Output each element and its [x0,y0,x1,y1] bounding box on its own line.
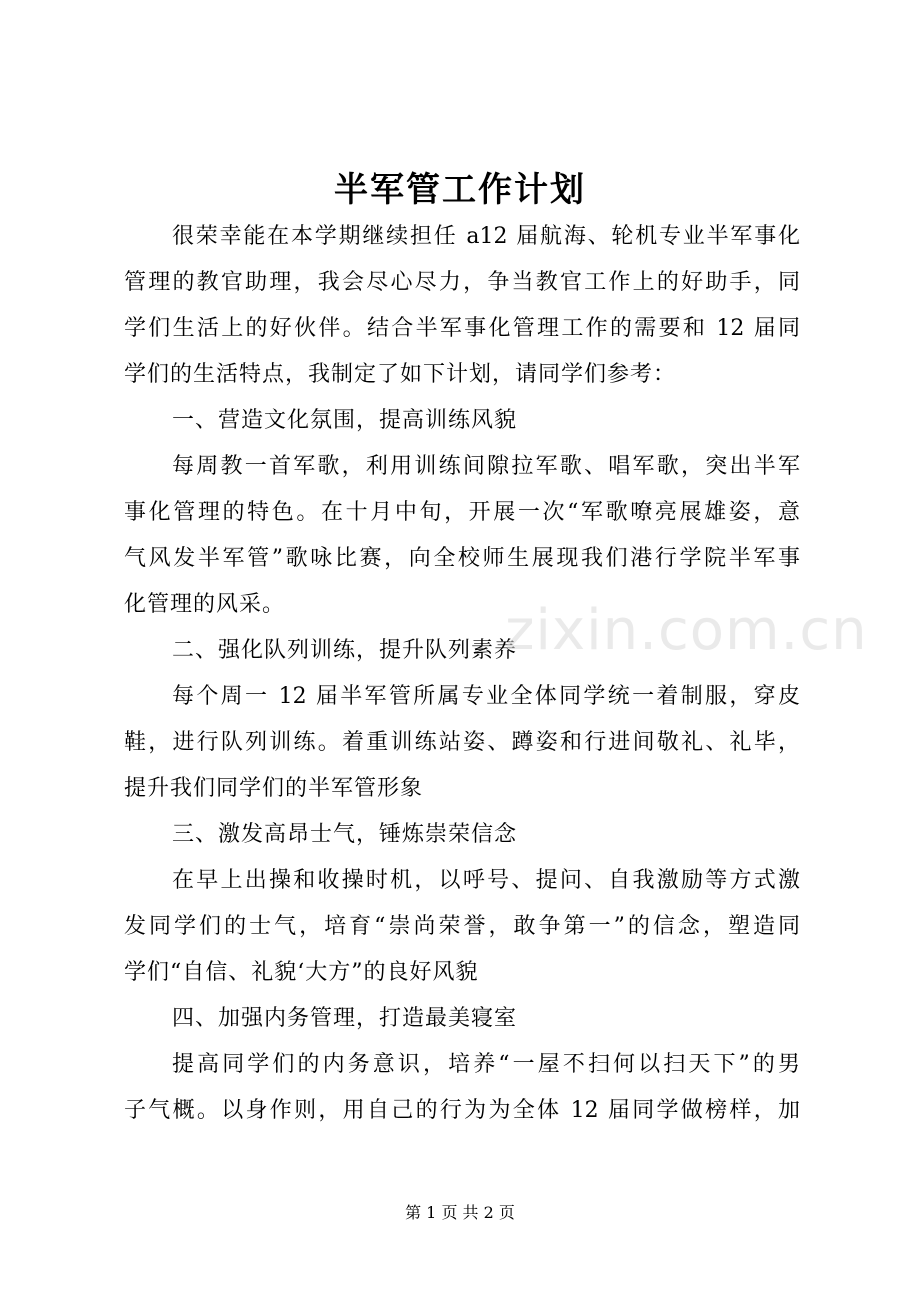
body-line: 提升我们同学们的半军管形象 [124,776,424,801]
body-line: 气风发半军管”歌咏比赛，向全校师生展现我们港行学院半军事 [124,546,800,571]
body-line: 发同学们的士气，培育“崇尚荣誉，敢争第一”的信念，塑造同 [124,914,800,939]
body-line: 很荣幸能在本学期继续担任 a12 届航海、轮机专业半军事化 [172,224,800,249]
document-title: 半军管工作计划 [334,170,586,210]
page-footer: 第 1 页 共 2 页 [405,1203,515,1222]
section-heading-4: 四、加强内务管理，打造最美寝室 [172,1006,518,1031]
body-line: 鞋，进行队列训练。着重训练站姿、蹲姿和行进间敬礼、礼毕， [124,730,800,755]
body-line: 子气概。以身作则，用自己的行为为全体 12 届同学做榜样，加 [124,1098,800,1123]
section-heading-3: 三、激发高昂士气，锤炼崇荣信念 [172,822,518,847]
document-body [124,214,800,1134]
watermark: zixin.com.cn [505,598,868,663]
body-line: 管理的教官助理，我会尽心尽力，争当教官工作上的好助手，同 [124,270,800,295]
body-line: 提高同学们的内务意识，培养“一屋不扫何以扫天下”的男 [172,1052,800,1077]
body-line: 化管理的风采。 [124,592,286,617]
body-line: 学们“自信、礼貌‘大方”的良好风貌 [124,960,479,985]
section-heading-2: 二、强化队列训练，提升队列素养 [172,638,518,663]
body-line: 学们生活上的好伙伴。结合半军事化管理工作的需要和 12 届同 [124,316,800,341]
body-line: 事化管理的特色。在十月中旬，开展一次“军歌嘹亮展雄姿，意 [124,500,800,525]
body-line: 学们的生活特点，我制定了如下计划，请同学们参考： [124,362,677,387]
body-line: 在早上出操和收操时机，以呼号、提问、自我激励等方式激 [172,868,800,893]
body-line: 每周教一首军歌，利用训练间隙拉军歌、唱军歌，突出半军 [172,454,800,479]
section-heading-1: 一、营造文化氛围，提高训练风貌 [172,408,518,433]
body-line: 每个周一 12 届半军管所属专业全体同学统一着制服，穿皮 [172,684,800,709]
